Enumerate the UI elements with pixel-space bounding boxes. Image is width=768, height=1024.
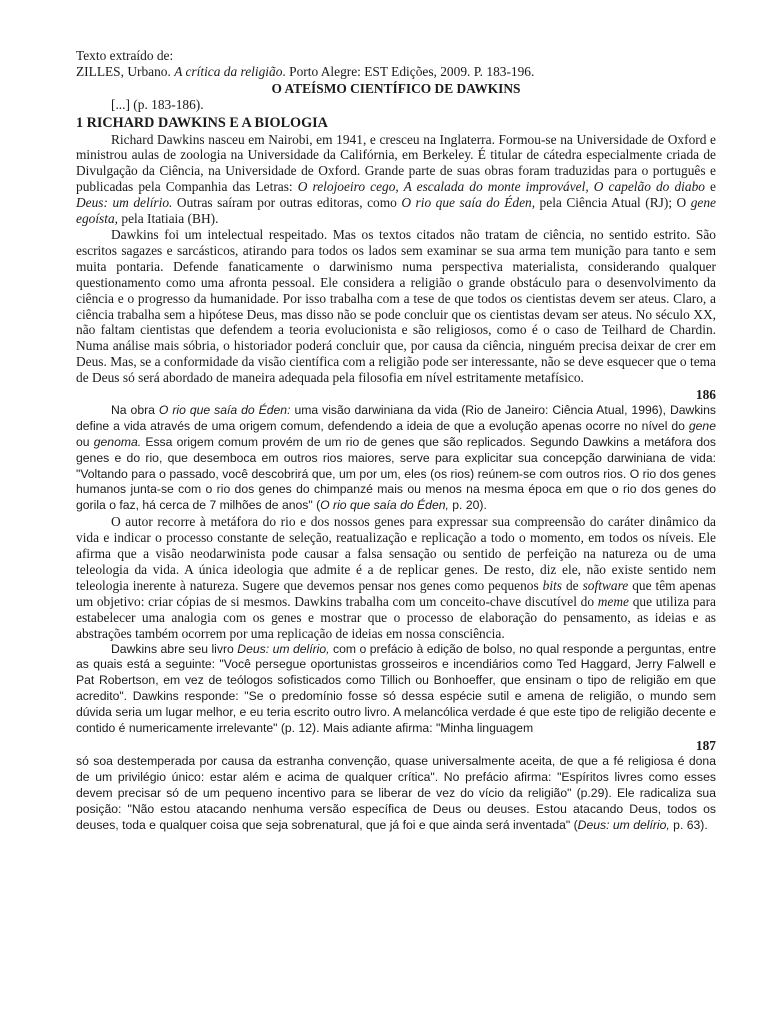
italic-term: meme bbox=[597, 593, 629, 609]
italic-title: O rio que saía do Éden, bbox=[320, 498, 449, 513]
paragraph-6 bbox=[76, 754, 716, 834]
italic-title: gene egoísta, bbox=[76, 195, 716, 227]
source-publisher: . Porto Alegre: EST Edições, 2009. P. 183-196. bbox=[282, 63, 535, 79]
paragraph-5 bbox=[76, 642, 716, 737]
italic-title: Deus: um delírio, bbox=[237, 641, 330, 656]
text-span: p. 63). bbox=[669, 817, 708, 832]
italic-title: Deus: um delírio, bbox=[577, 817, 670, 832]
italic-term: gene bbox=[688, 418, 716, 433]
text-span: só soa destemperada por causa da estranha convenção, quase universalmente aceita, de que a fé religiosa é dona de um privilégio único: estar além e acima de qualquer crítica". No prefácio afirma: "Espíritos livres como esses devem precisar só de um pequeno incentivo para se liberar de vez do vício da religião" (p.29). Ele radicaliza sua posição: "Não estou atacando nenhuma versão específica de Deus ou deuses. Estou atacando Deus, todos os deuses, toda e qualquer coisa que seja sobrenatural, que já foi e que ainda será inventada" ( bbox=[76, 753, 716, 832]
page-number-186: 186 bbox=[695, 387, 716, 403]
document-title: O ATEÍSMO CIENTÍFICO DE DAWKINS bbox=[271, 80, 521, 96]
text-span: uma visão darwiniana da vida (Rio de Janeiro: Ciência Atual, 1996), Dawkins define a vida através de uma origem comum, defendendo a ideia de que a evolução apenas ocorre no nível do bbox=[76, 402, 716, 433]
text-span: que têm apenas um objetivo: criar cópias de si mesmos. Dawkins trabalha com um conceito-chave discutível do bbox=[76, 577, 716, 609]
source-book-title: A crítica da religião bbox=[174, 63, 283, 79]
text-span: e bbox=[704, 179, 716, 195]
section-heading: 1 RICHARD DAWKINS E A BIOLOGIA bbox=[76, 114, 328, 131]
document-page bbox=[76, 48, 716, 833]
italic-title: O rio que saía do Éden: bbox=[158, 402, 291, 417]
paragraph-4 bbox=[76, 514, 716, 641]
page-number-187: 187 bbox=[695, 737, 716, 753]
text-span: Essa origem comum provém de um rio de genes que são replicados. Segundo Dawkins a metáfora dos genes e do rio, que desemboca em outros rios maiores, serve para explicitar sua concepção darwiniana de vida: "Voltando para o passado, você descobrirá que, um por um, eles (os rios) reúnem-se com outros rios. O rio dos genes humanos junta-se com o rio dos genes do chimpanzé mais ou menos na mesma época em que o rio dos genes do gorila o faz, há cerca de 7 milhões de anos" ( bbox=[76, 434, 716, 513]
text-span: Na obra bbox=[111, 402, 159, 417]
text-span: ou bbox=[76, 434, 94, 449]
text-span: pela Ciência Atual (RJ); O bbox=[535, 195, 691, 211]
text-span: p. 20). bbox=[448, 498, 487, 513]
italic-title: O rio que saía do Éden, bbox=[401, 195, 536, 211]
pages-note: [...] (p. 183-186). bbox=[111, 96, 204, 112]
text-span: pela Itatiaia (BH). bbox=[118, 211, 219, 227]
text-span: de bbox=[562, 577, 583, 593]
italic-term: software bbox=[582, 577, 629, 593]
italic-term: genoma. bbox=[93, 434, 142, 449]
paragraph-3 bbox=[76, 403, 716, 514]
paragraph-2: Dawkins foi um intelectual respeitado. Mas os textos citados não tratam de ciência, no sentido estrito. São escritos sagazes e sarcásticos, atirando para todos os lados sem examinar se sua arma tem munição para tanto e sem muita pontaria. Defende fanaticamente o darwinismo numa perspectiva materialista, considerando qualquer questionamento como uma afronta pessoal. Ele considera a religião o grande obstáculo para o desenvolvimento da ciência e o progresso da humanidade. Por isso trabalha com a tese de que todos os cientistas devem ser ateus. Claro, a ciência trabalha sem a hipótese Deus, mas disso não se pode concluir que os cientistas devam ser ateus. No século XX, não faltam cientistas que defendem a teoria evolucionista e são religiosos, como é o caso de Teilhard de Chardin. Numa análise mais sóbria, o historiador poderá concluir que, por causa da ciência, ninguém precisa deixar de crer em Deus. Mas, se a conformidade da visão científica com a religião pode ser interessante, não se deve esquecer que o tema de Deus só será abordado de maneira adequada pela filosofia em nível estritamente metafísico. bbox=[76, 226, 716, 386]
text-span: que utiliza para estabelecer uma analogia com os genes e mostrar que o processo de elaboração do pensamento, as ideias e as abstrações também ocorrem por uma replicação de ideias em nossa consciência. bbox=[76, 593, 717, 641]
text-span: com o prefácio à edição de bolso, no qual responde a perguntas, entre as quais está a seguinte: "Você persegue oportunistas grosseiros e incendiários como Ted Haggard, Jerry Falwell e Pat Robertson, em vez de teólogos sofisticados como Tillich ou Bonhoeffer, que ensinam o tipo de religião em que acredito". Dawkins responde: "Se o predomínio fosse só dessa espécie sutil e amena de religião, o mundo sem dúvida seria um lugar melhor, e eu teria escrito outro livro. A melancólica verdade é que este tipo de religião decente e contido é numericamente irrelevante" (p. 12). Mais adiante afirma: "Minha linguagem bbox=[76, 641, 716, 736]
text-span: Dawkins abre seu livro bbox=[111, 641, 238, 656]
source-author: ZILLES, Urbano. bbox=[76, 63, 171, 79]
italic-title: O relojoeiro cego, A escalada do monte improvável, O capelão do diabo bbox=[297, 179, 705, 195]
text-span: O autor recorre à metáfora do rio e dos nossos genes para expressar sua compreensão do caráter dinâmico da vida e indicar o processo constante de seleção, reatualização e replicação a todo o momento, em todos os níveis. Ele afirma que a visão neodarwinista pode causar a falsa sensação ou sentido de perfeição na natureza ou de uma teleologia da vida. A única ideologia que admite é a de replicar genes. De resto, diz ele, não existe sentido nem teleologia inerente à natureza. Sugere que devemos pensar nos genes como pequenos bbox=[76, 514, 716, 593]
paragraph-1 bbox=[76, 132, 716, 227]
text-span: Richard Dawkins nasceu em Nairobi, em 1941, e cresceu na Inglaterra. Formou-se na Universidade de Oxford e ministrou aulas de zoologia na Universidade da Califórnia, em Berkeley. É titular de cátedra especialmente criada de Divulgação da Ciência, na Universidade de Oxford. Grande parte de suas obras foram traduzidas para o português e publicadas pela Companhia das Letras: bbox=[76, 131, 716, 195]
source-reference bbox=[76, 64, 716, 80]
text-span: Outras saíram por outras editoras, como bbox=[172, 195, 402, 211]
italic-title: Deus: um delírio. bbox=[76, 195, 173, 211]
source-intro: Texto extraído de: bbox=[76, 48, 174, 63]
italic-term: bits bbox=[542, 577, 563, 593]
